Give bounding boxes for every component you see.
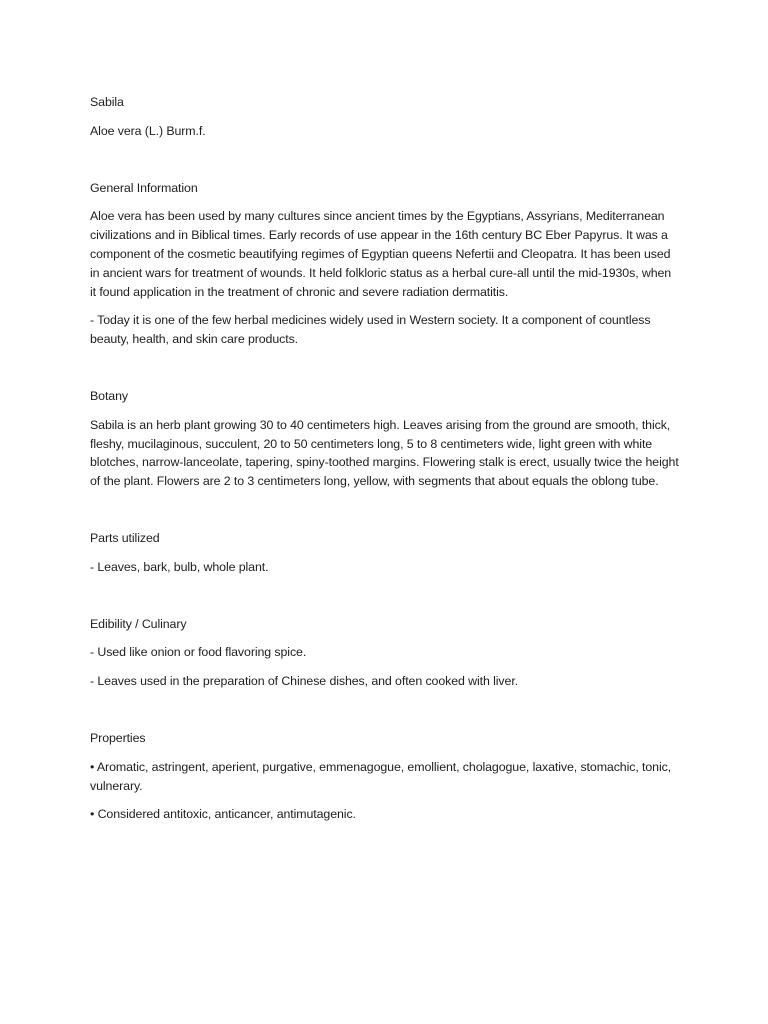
section-heading-edibility-culinary: Edibility / Culinary (90, 616, 187, 631)
section-heading-parts-utilized: Parts utilized (90, 530, 160, 545)
section-heading-general-information: General Information (90, 180, 198, 195)
parts-utilized-item: - Leaves, bark, bulb, whole plant. (90, 559, 269, 574)
document-content (90, 93, 680, 834)
section-heading-botany: Botany (90, 388, 128, 403)
general-information-paragraph: Aloe vera has been used by many cultures since ancient times by the Egyptians, Assyrians, Mediterranean civilizations and in Biblical times. Early records of use appear in the 16th century BC Eber Papyrus. It was a component of the cosmetic beautifying regimes of Egyptian queens Nefertii and Cleopatra. It has been used in ancient wars for treatment of wounds. It held folkloric status as a herbal cure-all until the mid-1930s, when it found application in the treatment of chronic and severe radiation dermatitis. (90, 209, 672, 299)
scientific-name: Aloe vera (L.) Burm.f. (90, 123, 206, 138)
document-title: Sabila (90, 95, 124, 109)
general-information-paragraph: - Today it is one of the few herbal medicines widely used in Western society. It a component of countless beauty, health, and skin care products. (90, 313, 651, 347)
botany-paragraph: Sabila is an herb plant growing 30 to 40 centimeters high. Leaves arising from the ground are smooth, thick, fleshy, mucilaginous, succulent, 20 to 50 centimeters long, 5 to 8 centimeters wide, light green with white blotches, narrow-lanceolate, tapering, spiny-toothed margins. Flowering stalk is erect, usually twice the height of the plant. Flowers are 2 to 3 centimeters long, yellow, with segments that about equals the oblong tube. (90, 417, 679, 489)
edibility-item: - Used like onion or food flavoring spice. (90, 645, 307, 660)
section-heading-properties: Properties (90, 730, 146, 745)
properties-item: • Aromatic, astringent, aperient, purgative, emmenagogue, emollient, cholagogue, laxative, stomachic, tonic, vulnerary. (90, 759, 672, 793)
edibility-item: - Leaves used in the preparation of Chinese dishes, and often cooked with liver. (90, 674, 519, 689)
properties-item: • Considered antitoxic, anticancer, antimutagenic. (90, 807, 356, 822)
